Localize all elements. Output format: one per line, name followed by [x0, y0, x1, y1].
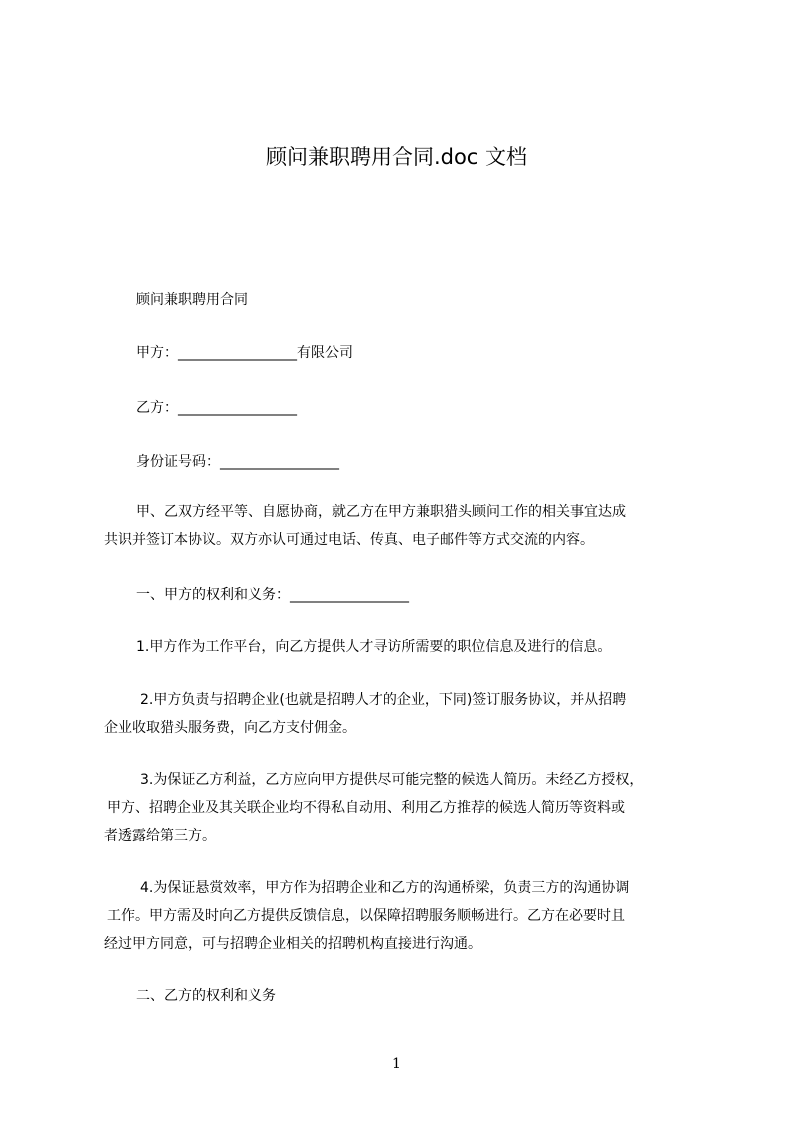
item-4-line-2: 工作。甲方需及时向乙方提供反馈信息，以保障招聘服务顺畅进行。乙方在必要时且	[107, 908, 625, 924]
item-1: 1.甲方作为工作平台，向乙方提供人才寻访所需要的职位信息及进行的信息。	[136, 639, 612, 655]
section-1-heading: 一、甲方的权利和义务：_________________	[136, 587, 409, 603]
intro-line-1: 甲、乙双方经平等、自愿协商，就乙方在甲方兼职猎头顾问工作的相关事宜达成	[136, 504, 626, 520]
item-3-paragraph	[104, 766, 704, 850]
id-number-line: 身份证号码：_________________	[136, 454, 339, 470]
item-3-line-2: 甲方、招聘企业及其关联企业均不得私自动用、利用乙方推荐的候选人简历等资料或	[107, 800, 625, 816]
page-number: 1	[392, 1056, 401, 1072]
document-title: 顾问兼职聘用合同.doc 文档	[265, 145, 528, 169]
intro-paragraph	[104, 498, 704, 554]
item-2-line-1: 2.甲方负责与招聘企业(也就是招聘人才的企业，下同)签订服务协议，并从招聘	[140, 692, 627, 708]
party-a-line: 甲方：_________________有限公司	[136, 345, 353, 361]
section-2-heading: 二、乙方的权利和义务	[136, 988, 276, 1004]
item-3-line-3: 者透露给第三方。	[104, 828, 216, 844]
item-2-line-2: 企业收取猎头服务费，向乙方支付佣金。	[104, 720, 356, 736]
intro-line-2: 共识并签订本协议。双方亦认可通过电话、传真、电子邮件等方式交流的内容。	[104, 532, 594, 548]
item-4-line-1: 4.为保证悬赏效率，甲方作为招聘企业和乙方的沟通桥梁，负责三方的沟通协调	[140, 880, 630, 896]
party-b-line: 乙方：_________________	[136, 400, 297, 416]
item-3-line-1: 3.为保证乙方利益，乙方应向甲方提供尽可能完整的候选人简历。未经乙方授权，	[140, 772, 644, 788]
item-4-paragraph	[104, 874, 704, 958]
item-4-line-3: 经过甲方同意，可与招聘企业相关的招聘机构直接进行沟通。	[104, 936, 482, 952]
item-2-paragraph	[104, 686, 704, 742]
contract-subtitle: 顾问兼职聘用合同	[136, 292, 248, 308]
